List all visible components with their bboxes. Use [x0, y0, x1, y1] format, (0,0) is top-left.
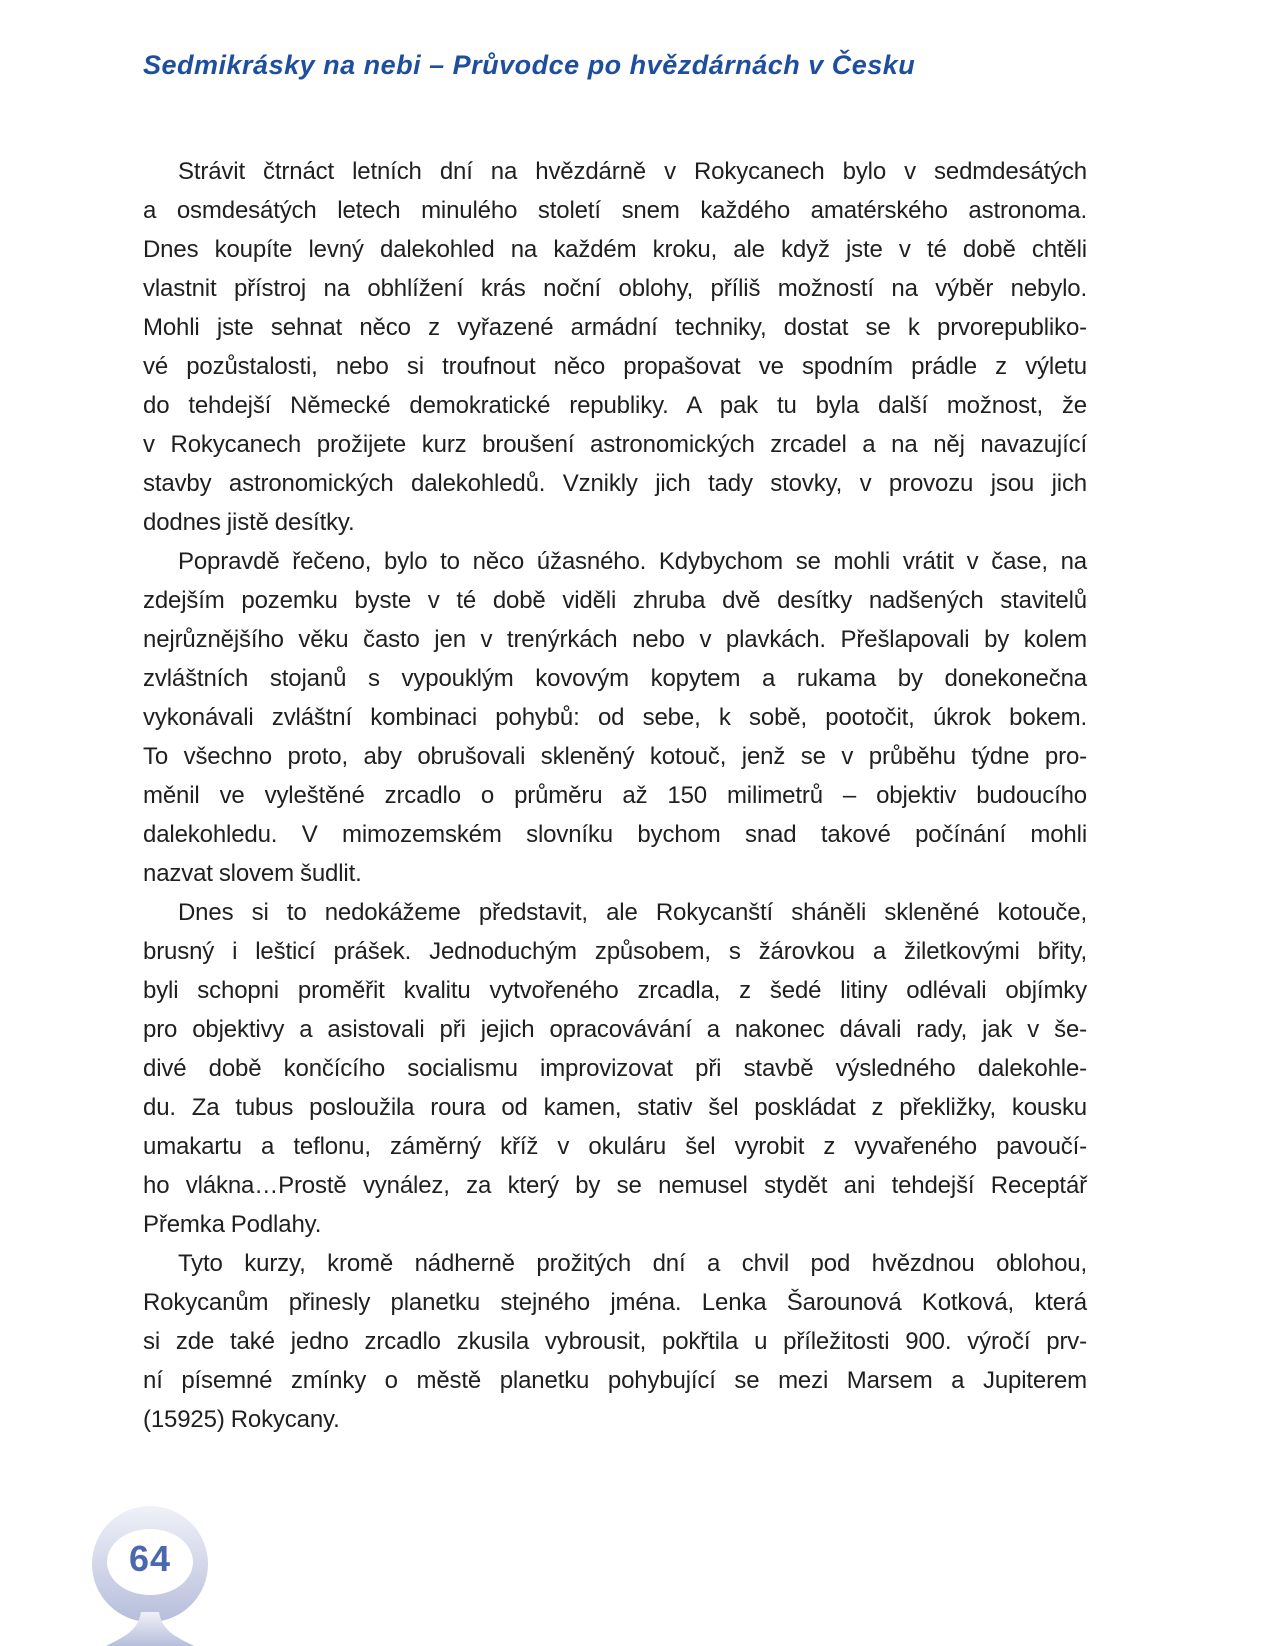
text-line: dalekohledu. V mimozemském slovníku bychom snad takové počínání mohli — [143, 821, 1087, 848]
text-line: brusný i lešticí prášek. Jednoduchým způsobem, s žárovkou a žiletkovými břity, — [143, 938, 1087, 965]
text-line: divé době končícího socialismu improvizovat při stavbě výsledného dalekohle- — [143, 1055, 1087, 1082]
text-line: Přemka Podlahy. — [143, 1211, 322, 1238]
text-line: Dnes koupíte levný dalekohled na každém kroku, ale když jste v té době chtěli — [143, 236, 1087, 263]
text-line: si zde také jedno zrcadlo zkusila vybrousit, pokřtila u příležitosti 900. výročí prv- — [143, 1328, 1087, 1355]
text-line: dodnes jistě desítky. — [143, 509, 355, 536]
text-line: vlastnit přístroj na obhlížení krás noční oblohy, příliš možností na výběr nebylo. — [143, 275, 1087, 302]
text-line: nejrůznějšího věku často jen v trenýrkách nebo v plavkách. Přešlapovali by kolem — [143, 626, 1087, 653]
text-line: du. Za tubus posloužila roura od kamen, stativ šel poskládat z překližky, kousku — [143, 1094, 1087, 1121]
body-text — [143, 152, 1087, 1439]
text-line: měnil ve vyleštěné zrcadlo o průměru až 150 milimetrů – objektiv budoucího — [143, 782, 1087, 809]
text-line: ní písemné zmínky o městě planetku pohybující se mezi Marsem a Jupiterem — [143, 1367, 1087, 1394]
running-header: Sedmikrásky na nebi – Průvodce po hvězdárnách v Česku — [143, 50, 916, 80]
text-line: nazvat slovem šudlit. — [143, 860, 362, 887]
text-line: Rokycanům přinesly planetku stejného jména. Lenka Šarounová Kotková, která — [143, 1289, 1087, 1316]
page-number: 64 — [128, 1538, 172, 1579]
text-line: (15925) Rokycany. — [143, 1406, 340, 1433]
text-line: byli schopni proměřit kvalitu vytvořeného zrcadla, z šedé litiny odlévali objímky — [143, 977, 1087, 1004]
text-line: Popravdě řečeno, bylo to něco úžasného. Kdybychom se mohli vrátit v čase, na — [178, 548, 1087, 575]
text-line: stavby astronomických dalekohledů. Vznikly jich tady stovky, v provozu jsou jich — [143, 470, 1087, 497]
text-line: vykonávali zvláštní kombinaci pohybů: od sebe, k sobě, pootočit, úkrok bokem. — [143, 704, 1087, 731]
text-line: v Rokycanech prožijete kurz broušení astronomických zrcadel a na něj navazující — [143, 431, 1087, 458]
text-line: umakartu a teflonu, záměrný kříž v okuláru šel vyrobit z vyvařeného pavoučí- — [143, 1133, 1087, 1160]
text-line: do tehdejší Německé demokratické republiky. A pak tu byla další možnost, že — [143, 392, 1087, 419]
text-line: pro objektivy a asistovali při jejich opracovávání a nakonec dávali rady, jak v še- — [143, 1016, 1087, 1043]
text-line: Mohli jste sehnat něco z vyřazené armádní techniky, dostat se k prvorepubliko- — [143, 314, 1087, 341]
text-line: a osmdesátých letech minulého století snem každého amatérského astronoma. — [143, 197, 1087, 224]
text-line: Tyto kurzy, kromě nádherně prožitých dní a chvil pod hvězdnou oblohou, — [178, 1250, 1087, 1277]
text-line: Strávit čtrnáct letních dní na hvězdárně v Rokycanech bylo v sedmdesátých — [178, 158, 1087, 185]
text-line: ho vlákna…Prostě vynález, za který by se nemusel stydět ani tehdejší Receptář — [143, 1172, 1087, 1199]
text-line: To všechno proto, aby obrušovali skleněný kotouč, jenž se v průběhu týdne pro- — [143, 743, 1087, 770]
text-line: Dnes si to nedokážeme představit, ale Rokycanští sháněli skleněné kotouče, — [178, 899, 1087, 926]
text-line: zdejším pozemku byste v té době viděli zhruba dvě desítky nadšených stavitelů — [143, 587, 1087, 614]
text-line: zvláštních stojanů s vypouklým kovovým kopytem a rukama by donekonečna — [143, 665, 1087, 692]
text-line: vé pozůstalosti, nebo si troufnout něco propašovat ve spodním prádle z výletu — [143, 353, 1087, 380]
